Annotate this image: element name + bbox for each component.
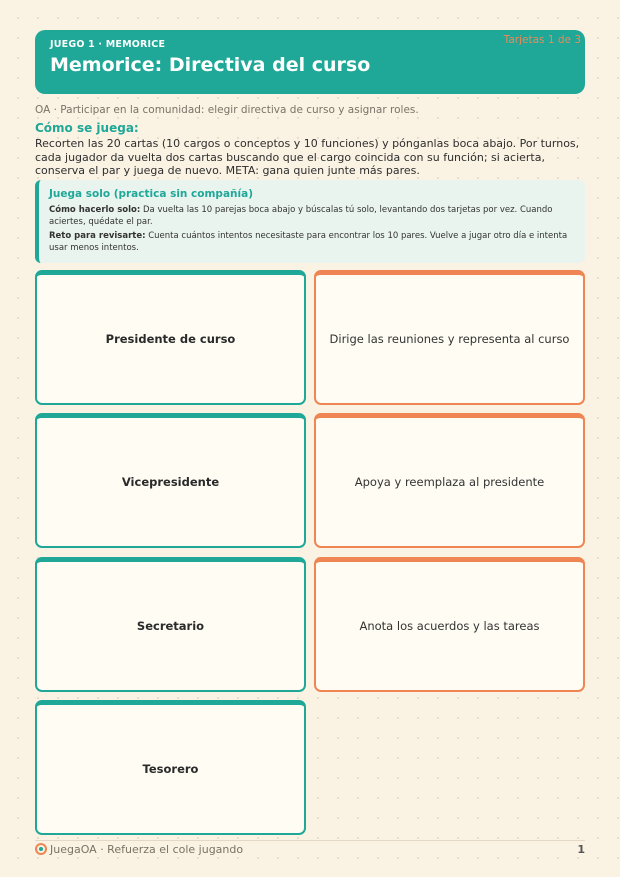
- solo-challenge-line: [49, 230, 575, 254]
- solo-title: Juega solo (practica sin compañía): [49, 188, 253, 200]
- funcion-card: [314, 413, 585, 548]
- card-text: Apoya y reemplaza al presidente: [354, 475, 545, 489]
- cargo-card: [35, 557, 306, 692]
- page-number: 1: [577, 843, 585, 856]
- solo-challenge-text: Cuenta cuántos intentos necesitaste para encontrar los 10 pares. Vuelve a jugar otro día e intenta usar menos intentos.: [49, 231, 568, 253]
- footer-brand: JuegaOA · Refuerza el cole jugando: [50, 843, 244, 856]
- learning-objective: OA · Participar en la comunidad: elegir directiva de curso y asignar roles.: [35, 104, 419, 116]
- header-banner: [35, 30, 585, 94]
- card-text: Vicepresidente: [121, 475, 220, 489]
- cargo-card: [35, 700, 306, 835]
- page-title: Memorice: Directiva del curso: [50, 54, 371, 76]
- solo-how-label: Cómo hacerlo solo:: [49, 205, 141, 215]
- cargo-card: [35, 413, 306, 548]
- card-text: Secretario: [136, 619, 205, 633]
- game-eyebrow: JUEGO 1 · MEMORICE: [50, 39, 166, 50]
- footer: [35, 843, 585, 857]
- sheet-tag: Tarjetas 1 de 3: [503, 34, 581, 46]
- how-to-play-text: Recorten las 20 cartas (10 cargos o conceptos y 10 funciones) y pónganlas boca abajo. Por turnos, cada jugador da vuelta dos cartas buscando que el cargo coincida con su función; si acierta, conserva el par y juega de nuevo. META: gana quien junte más pares.: [35, 137, 580, 177]
- card-text: Presidente de curso: [105, 332, 236, 346]
- solo-how-line: [49, 204, 575, 228]
- card-text: Tesorero: [142, 762, 199, 776]
- card-text: Dirige las reuniones y representa al curso: [329, 332, 570, 346]
- funcion-card: [314, 557, 585, 692]
- funcion-card: [314, 270, 585, 405]
- solo-play-box: [35, 180, 585, 263]
- footer-divider: [35, 840, 585, 841]
- cargo-card: [35, 270, 306, 405]
- how-to-play-title: Cómo se juega:: [35, 121, 139, 135]
- solo-challenge-label: Reto para revisarte:: [49, 231, 146, 241]
- solo-how-text: Da vuelta las 10 parejas boca abajo y búscalas tú solo, levantando dos tarjetas por vez. Cuando aciertes, quédate el par.: [49, 205, 553, 227]
- target-icon: [35, 843, 47, 855]
- card-text: Anota los acuerdos y las tareas: [359, 619, 540, 633]
